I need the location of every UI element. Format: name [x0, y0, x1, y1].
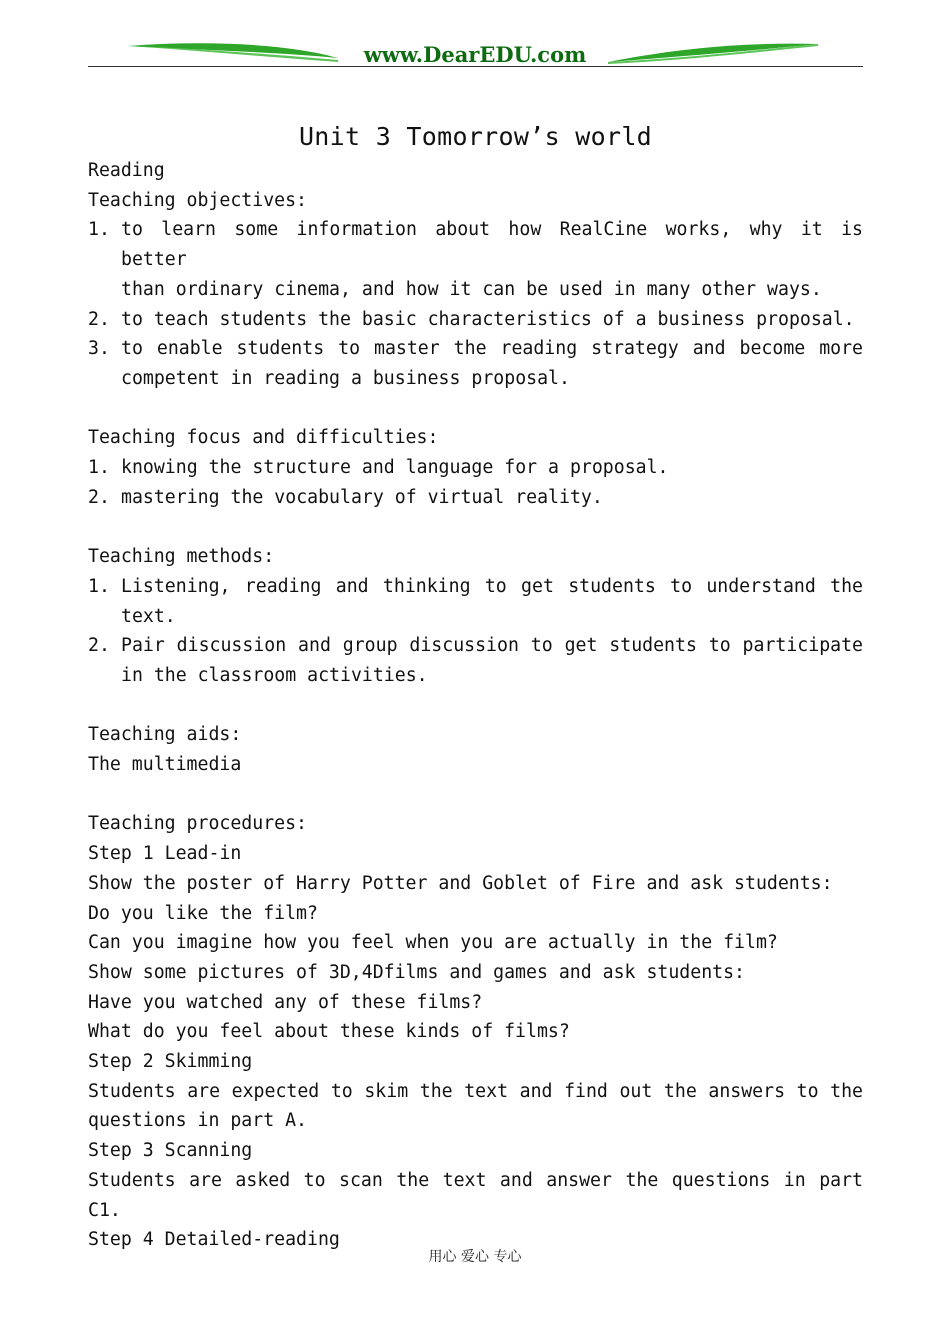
procedures-heading: Teaching procedures: — [88, 813, 307, 835]
list-item-text: mastering the vocabulary of virtual reality. — [121, 486, 603, 508]
procedure-line: Students are asked to scan the text and answer the questions in part — [88, 1169, 863, 1191]
list-item-text: to enable students to master the reading strategy and become more — [121, 338, 863, 360]
list-item-text: to learn some information about how RealCine works, why it is better — [121, 219, 863, 271]
objective-item-1 — [88, 215, 863, 304]
procedure-line: Step 3 Scanning — [88, 1140, 253, 1162]
methods-heading: Teaching methods: — [88, 546, 275, 568]
procedure-line: questions in part A. — [88, 1110, 307, 1132]
list-number: 2. — [88, 308, 110, 330]
list-item-text: text. — [121, 605, 176, 627]
procedure-line: What do you feel about these kinds of films? — [88, 1021, 570, 1043]
spacer — [88, 780, 863, 810]
procedure-line: Show the poster of Harry Potter and Goblet of Fire and ask students: — [88, 872, 833, 894]
site-name: www.DearEDU.com — [363, 42, 587, 67]
objective-item-3 — [88, 334, 863, 393]
list-item-text: than ordinary cinema, and how it can be used in many other ways. — [121, 278, 822, 300]
left-swoosh-icon — [128, 43, 338, 58]
list-item-text: in the classroom activities. — [121, 664, 428, 686]
list-item-text: competent in reading a business proposal. — [121, 367, 570, 389]
header-divider — [88, 66, 863, 67]
procedure-line: Have you watched any of these films? — [88, 991, 483, 1013]
procedure-line: Step 2 Skimming — [88, 1051, 253, 1073]
list-number: 2. — [88, 635, 110, 657]
aids-heading: Teaching aids: — [88, 724, 242, 746]
spacer — [88, 512, 863, 542]
focus-heading: Teaching focus and difficulties: — [88, 427, 439, 449]
focus-item-2 — [88, 483, 863, 513]
list-number: 1. — [88, 457, 110, 479]
spacer — [88, 394, 863, 424]
list-item-text: Listening, reading and thinking to get students to understand the — [121, 575, 863, 597]
page-footer: 用心 爱心 专心 — [428, 1249, 522, 1265]
procedure-line: Students are expected to skim the text and find out the answers to the — [88, 1080, 863, 1102]
focus-item-1 — [88, 453, 863, 483]
list-number: 3. — [88, 338, 110, 360]
list-number: 1. — [88, 219, 110, 241]
method-item-1 — [88, 572, 863, 631]
list-number: 2. — [88, 486, 110, 508]
list-item-text: Pair discussion and group discussion to get students to participate — [121, 635, 863, 657]
procedure-line: Show some pictures of 3D,4Dfilms and games and ask students: — [88, 961, 745, 983]
procedure-line: Step 1 Lead-in — [88, 843, 242, 865]
page-title: Unit 3 Tomorrow’s world — [298, 122, 653, 151]
aids-value: The multimedia — [88, 754, 242, 776]
list-number: 1. — [88, 575, 110, 597]
procedure-line: C1. — [88, 1199, 121, 1221]
spacer — [88, 691, 863, 721]
list-item-text: to teach students the basic characteristics of a business proposal. — [121, 308, 855, 330]
section-label-reading: Reading — [88, 160, 165, 181]
objective-item-2 — [88, 305, 863, 335]
list-item-text: knowing the structure and language for a proposal. — [121, 457, 669, 479]
objectives-heading: Teaching objectives: — [88, 189, 307, 211]
document-body — [88, 118, 863, 1255]
procedure-line: Do you like the film? — [88, 902, 318, 924]
procedure-line: Step 4 Detailed-reading — [88, 1229, 340, 1251]
right-swoosh-icon — [608, 44, 818, 62]
procedure-line: Can you imagine how you feel when you are actually in the film? — [88, 932, 778, 954]
method-item-2 — [88, 631, 863, 690]
